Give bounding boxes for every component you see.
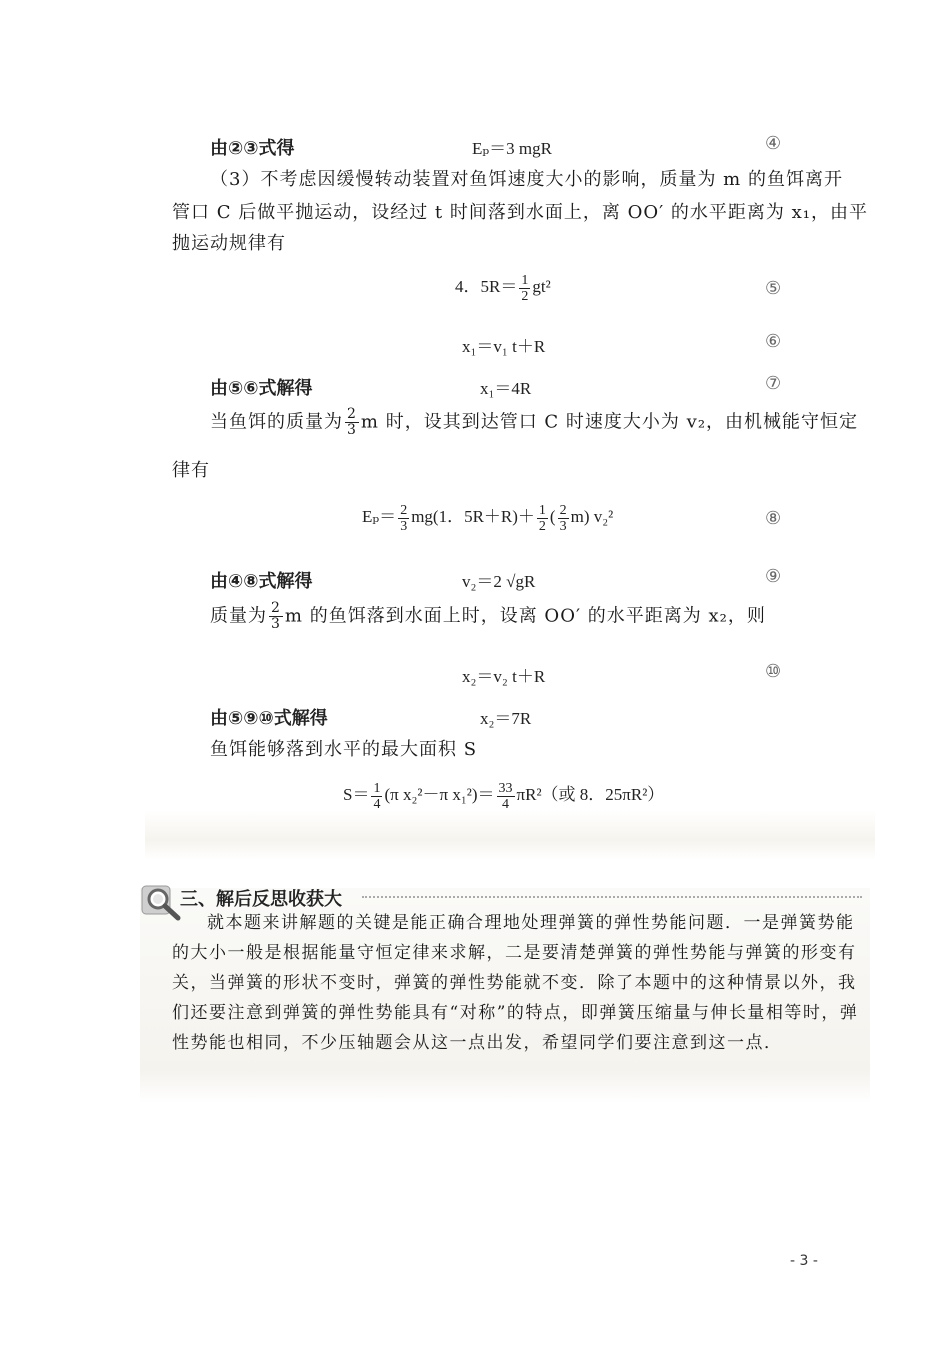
paragraph-line: 当鱼饵的质量为 $\frac{2}{3}$ m 时，设其到达管口 C 时速度大小为 v₂，由机械能守恒定	[210, 406, 859, 438]
paragraph-line: 鱼饵能够落到水平的最大面积 S	[210, 739, 478, 760]
equation: v₂＝2 √gR	[462, 572, 536, 591]
paragraph-line: 质量为 $\frac{2}{3}$ m 的鱼饵落到水面上时，设离 OO′ 的水平距离为 x₂，则	[210, 600, 766, 632]
equation: x₁＝4R	[480, 379, 532, 398]
equation-5: 4．5R＝ $\frac{1}{2}$ gt²	[455, 272, 551, 304]
page-number: - 3 -	[790, 1253, 818, 1269]
equation-number: ⑦	[765, 373, 782, 394]
equation: Eₚ＝3 mgR	[472, 139, 552, 158]
step-label: 由⑤⑨⑩式解得	[210, 708, 328, 729]
step-label: 由④⑧式解得	[210, 571, 313, 592]
step-label: 由②③式得	[210, 138, 295, 159]
equation-number: ④	[765, 133, 782, 154]
equation-number: ⑩	[765, 661, 782, 682]
equation-number: ⑨	[765, 566, 782, 587]
heading-divider	[362, 896, 862, 898]
paragraph-line: 管口 C 后做平抛运动，设经过 t 时间落到水面上，离 OO′ 的水平距离为 x₁，由平	[172, 202, 869, 223]
equation-area: S＝ $\frac{1}{4}$ (π x₂²－π x₁²)＝ $\frac{33}{4}$ πR²（或 8．25πR²）	[343, 780, 665, 812]
equation-8: Eₚ＝ $\frac{2}{3}$ mg(1．5R＋R)＋ $\frac{1}{2}$ ( $\frac{2}{3}$ m) v₂²	[362, 502, 614, 534]
equation-number: ⑧	[765, 508, 782, 529]
section-heading: 三、解后反思收获大	[180, 889, 342, 910]
paragraph-line: 抛运动规律有	[172, 233, 286, 254]
equation-10: x₂＝v₂ t＋R	[462, 667, 546, 686]
paragraph-line: （3）不考虑因缓慢转动装置对鱼饵速度大小的影响，质量为 m 的鱼饵离开	[210, 169, 843, 190]
paragraph-line: 律有	[172, 460, 210, 481]
equation: x₂＝7R	[480, 709, 532, 728]
shaded-band	[145, 810, 875, 860]
equation-number: ⑤	[765, 278, 782, 299]
reflection-body: 就本题来讲解题的关键是能正确合理地处理弹簧的弹性势能问题．一是弹簧势能的大小一般是根据能量守恒定律来求解，二是要清楚弹簧的弹性势能与弹簧的形变有关，当弹簧的形状不变时，弹簧的弹性势能就不变．除了本题中的这种情景以外，我们还要注意到弹簧的弹性势能具有“对称”的特点，即弹簧压缩量与伸长量相等时，弹性势能也相同，不少压轴题会从这一点出发，希望同学们要注意到这一点．	[172, 913, 859, 1053]
step-label: 由⑤⑥式解得	[210, 378, 313, 399]
equation-number: ⑥	[765, 331, 782, 352]
equation-6: x₁＝v₁ t＋R	[462, 337, 546, 356]
